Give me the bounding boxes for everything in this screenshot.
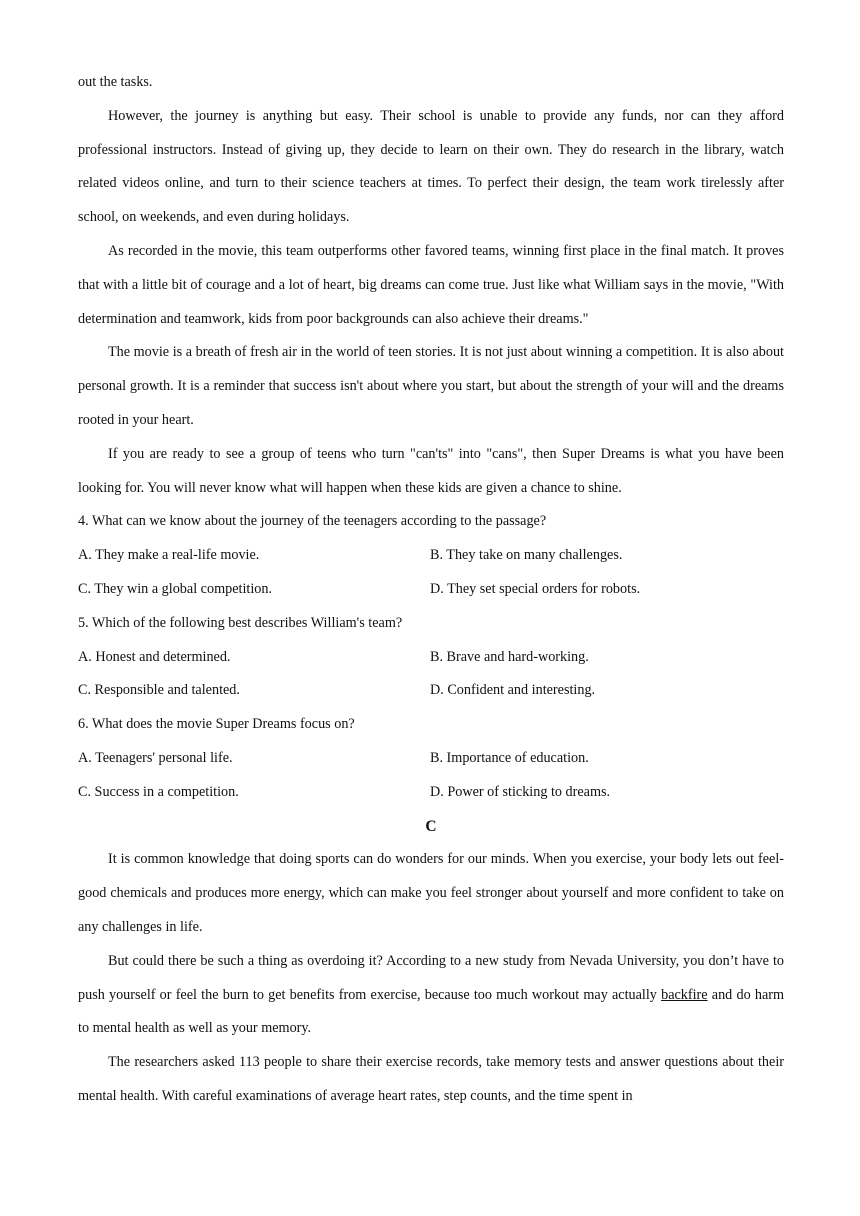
answer-options — [78, 742, 784, 810]
option-c: C. Responsible and talented. — [78, 682, 240, 699]
underlined-word: backfire — [661, 986, 708, 1003]
text-segment: and do harm to mental health as well as your memory. — [78, 986, 785, 1037]
paragraph-journey: However, the journey is anything but easy. Their school is unable to provide any funds, nor can they afford professional instructors. Instead of giving up, they decide to learn on their own. They do research in the library, watch related videos online, and turn to their science teachers at times. To perfect their design, the team work tirelessly after school, on weekends, and even during holidays. — [78, 107, 784, 226]
paragraph-sports-benefits: It is common knowledge that doing sports can do wonders for our minds. When you exercise, your body lets out feel-good chemicals and produces more energy, which can make you feel stronger about yourself and more confident to take on any challenges in life. — [78, 851, 784, 935]
answer-options — [78, 539, 784, 607]
paragraph-fresh-air: The movie is a breath of fresh air in the world of teen stories. It is not just about winning a competition. It is also about personal growth. It is a reminder that success isn't about where you start, but about the strength of your will and the dreams rooted in your heart. — [78, 344, 784, 428]
question-stem: 4. What can we know about the journey of the teenagers according to the passage? — [78, 513, 547, 530]
question-5 — [78, 607, 784, 708]
section-heading: C — [425, 817, 437, 835]
answer-options — [78, 641, 784, 709]
text-segment: But could there be such a thing as overdoing it? According to a new study from Nevada University, you don’t have to push yourself or feel the burn to get benefits from exercise, because too much workout may actually — [78, 952, 784, 1003]
option-c: C. They win a global competition. — [78, 580, 272, 597]
option-a: A. Teenagers' personal life. — [78, 749, 233, 766]
paragraph-continuation: out the tasks. — [78, 74, 153, 90]
option-c: C. Success in a competition. — [78, 783, 239, 800]
page-content — [78, 66, 784, 1114]
option-d: D. Confident and interesting. — [430, 682, 596, 699]
option-b: B. Importance of education. — [430, 749, 589, 766]
option-a: A. They make a real-life movie. — [78, 547, 260, 564]
option-a: A. Honest and determined. — [78, 648, 231, 665]
option-d: D. Power of sticking to dreams. — [430, 783, 611, 800]
paragraph-outperforms: As recorded in the movie, this team outperforms other favored teams, winning first place in the final match. It proves that with a little bit of courage and a lot of heart, big dreams can come true. Just like what William says in the movie, "With determination and teamwork, kids from poor backgrounds can also achieve their dreams." — [78, 242, 784, 327]
option-d: D. They set special orders for robots. — [430, 580, 641, 597]
question-6 — [78, 708, 784, 809]
question-stem: 6. What does the movie Super Dreams focus on? — [78, 716, 355, 733]
paragraph-overdoing — [78, 945, 784, 1046]
option-b: B. Brave and hard-working. — [430, 648, 589, 665]
option-b: B. They take on many challenges. — [430, 547, 623, 564]
question-stem: 5. Which of the following best describes William's team? — [78, 614, 403, 631]
paragraph-research: The researchers asked 113 people to share their exercise records, take memory tests and answer questions about their mental health. With careful examinations of average heart rates, step counts, and the time spent in — [78, 1054, 784, 1104]
question-4 — [78, 505, 784, 606]
paragraph-conclusion: If you are ready to see a group of teens who turn "can'ts" into "cans", then Super Dreams is what you have been looking for. You will never know what will happen when these kids are given a chance to shine. — [78, 445, 784, 496]
